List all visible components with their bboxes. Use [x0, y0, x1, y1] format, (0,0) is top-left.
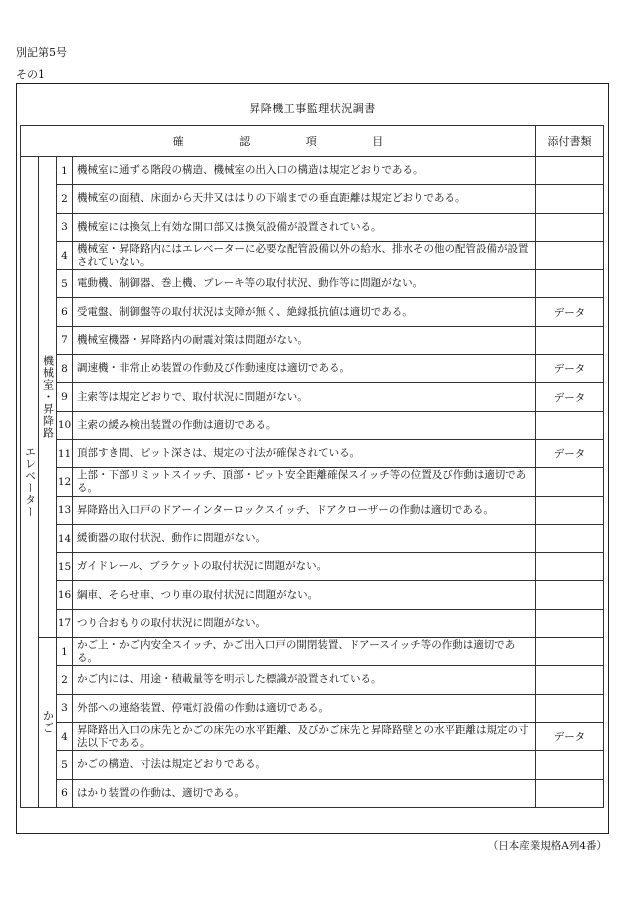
- item-number: 12: [57, 468, 73, 496]
- item-number: 6: [57, 298, 73, 326]
- table-row: [21, 185, 604, 213]
- table-row: [21, 241, 604, 269]
- document-title: 昇降機工事監理状況調書: [249, 102, 376, 115]
- check-item-text: はかり装置の作動は、適切である。: [73, 779, 536, 807]
- check-item-text: 機械室機器・昇降路内の耐震対策は問題がない。: [73, 326, 536, 354]
- form-number: 別記第5号: [16, 46, 67, 59]
- item-number: 5: [57, 751, 73, 779]
- attachment-cell: データ: [536, 298, 604, 326]
- table-row: [21, 751, 604, 779]
- item-number: 6: [57, 779, 73, 807]
- attachment-cell: [536, 411, 604, 439]
- attachment-cell: [536, 553, 604, 581]
- check-item-text: 昇降路出入口の床先とかごの床先の水平距離、及びかご床先と昇降路壁との水平距離は規定の寸法以下である。: [73, 722, 536, 750]
- table-row: [21, 213, 604, 241]
- check-item-text: 主索等は規定どおりで、取付状況に問題がない。: [73, 383, 536, 411]
- item-number: 7: [57, 326, 73, 354]
- check-item-text: かごの構造、寸法は規定どおりである。: [73, 751, 536, 779]
- check-item-text: かご内には、用途・積載量等を明示した標識が設置されている。: [73, 666, 536, 694]
- attachment-cell: データ: [536, 383, 604, 411]
- item-number: 17: [57, 609, 73, 637]
- attachment-cell: [536, 270, 604, 298]
- item-number: 15: [57, 553, 73, 581]
- attachment-cell: データ: [536, 439, 604, 467]
- attachment-cell: [536, 524, 604, 552]
- check-item-text: ガイドレール、ブラケットの取付状況に問題がない。: [73, 553, 536, 581]
- table-row: [21, 270, 604, 298]
- item-number: 11: [57, 439, 73, 467]
- attachment-cell: [536, 468, 604, 496]
- check-item-text: 綱車、そらせ車、つり車の取付状況に問題がない。: [73, 581, 536, 609]
- check-item-text: 調速機・非常止め装置の作動及び作動速度は適切である。: [73, 355, 536, 383]
- table-row: [21, 609, 604, 637]
- table-row: [21, 439, 604, 467]
- check-item-text: 頂部すき間、ピット深さは、規定の寸法が確保されている。: [73, 439, 536, 467]
- check-item-text: 昇降路出入口戸のドアーインターロックスイッチ、ドアクローザーの作動は適切である。: [73, 496, 536, 524]
- check-item-text: 電動機、制御器、巻上機、ブレーキ等の取付状況、動作等に問題がない。: [73, 270, 536, 298]
- item-number: 4: [57, 722, 73, 750]
- table-header-row: [21, 126, 604, 157]
- table-row: [21, 553, 604, 581]
- check-item-text: 外部への連絡装置、停電灯設備の作動は適切である。: [73, 694, 536, 722]
- attachment-cell: [536, 157, 604, 185]
- paper-size-note: （日本産業規格A列4番）: [487, 840, 607, 852]
- item-number: 10: [57, 411, 73, 439]
- check-item-text: かご上・かご内安全スイッチ、かご出入口戸の開閉装置、ドアースイッチ等の作動は適切である。: [73, 638, 536, 666]
- table-row: [21, 779, 604, 807]
- attachment-cell: [536, 751, 604, 779]
- item-number: 16: [57, 581, 73, 609]
- attachment-cell: [536, 185, 604, 213]
- table-row: [21, 411, 604, 439]
- items-column-header: 確 認 項 目: [21, 126, 536, 157]
- item-number: 5: [57, 270, 73, 298]
- check-item-text: つり合おもりの取付状況に問題がない。: [73, 609, 536, 637]
- attachment-cell: データ: [536, 722, 604, 750]
- attachment-cell: [536, 213, 604, 241]
- item-number: 2: [57, 666, 73, 694]
- category-elevator: エレベーター: [21, 157, 39, 808]
- inspection-table: [20, 125, 604, 808]
- form-subnumber: その1: [16, 68, 45, 81]
- table-row: [21, 355, 604, 383]
- group-label: 機械室・昇降路: [39, 157, 57, 638]
- check-item-text: 受電盤、制御盤等の取付状況は支障が無く、絶縁抵抗値は適切である。: [73, 298, 536, 326]
- check-item-text: 機械室の面積、床面から天井又ははりの下端までの垂直距離は規定どおりである。: [73, 185, 536, 213]
- attachment-cell: [536, 694, 604, 722]
- attachment-cell: [536, 326, 604, 354]
- table-row: [21, 666, 604, 694]
- item-number: 14: [57, 524, 73, 552]
- attachment-cell: データ: [536, 355, 604, 383]
- table-row: [21, 581, 604, 609]
- table-row: [21, 157, 604, 185]
- table-row: [21, 468, 604, 496]
- group-label: かご: [39, 638, 57, 808]
- table-row: [21, 722, 604, 750]
- table-row: [21, 496, 604, 524]
- attachment-cell: [536, 779, 604, 807]
- attachment-cell: [536, 496, 604, 524]
- item-number: 13: [57, 496, 73, 524]
- item-number: 3: [57, 213, 73, 241]
- table-row: [21, 383, 604, 411]
- attachment-cell: [536, 638, 604, 666]
- item-number: 4: [57, 241, 73, 269]
- check-item-text: 機械室には換気上有効な開口部又は換気設備が設置されている。: [73, 213, 536, 241]
- attachment-column-header: 添付書類: [536, 126, 604, 157]
- item-number: 1: [57, 157, 73, 185]
- check-item-text: 機械室・昇降路内にはエレベーターに必要な配管設備以外の給水、排水その他の配管設備が設置されていない。: [73, 241, 536, 269]
- item-number: 3: [57, 694, 73, 722]
- attachment-cell: [536, 609, 604, 637]
- table-row: [21, 694, 604, 722]
- check-item-text: 上部・下部リミットスイッチ、頂部・ピット安全距離確保スイッチ等の位置及び作動は適切である。: [73, 468, 536, 496]
- check-item-text: 緩衝器の取付状況、動作に問題がない。: [73, 524, 536, 552]
- table-row: [21, 298, 604, 326]
- attachment-cell: [536, 241, 604, 269]
- table-row: [21, 638, 604, 666]
- check-item-text: 主索の緩み検出装置の作動は適切である。: [73, 411, 536, 439]
- table-row: [21, 326, 604, 354]
- item-number: 8: [57, 355, 73, 383]
- check-item-text: 機械室に通ずる階段の構造、機械室の出入口の構造は規定どおりである。: [73, 157, 536, 185]
- attachment-cell: [536, 666, 604, 694]
- item-number: 2: [57, 185, 73, 213]
- item-number: 9: [57, 383, 73, 411]
- item-number: 1: [57, 638, 73, 666]
- attachment-cell: [536, 581, 604, 609]
- table-row: [21, 524, 604, 552]
